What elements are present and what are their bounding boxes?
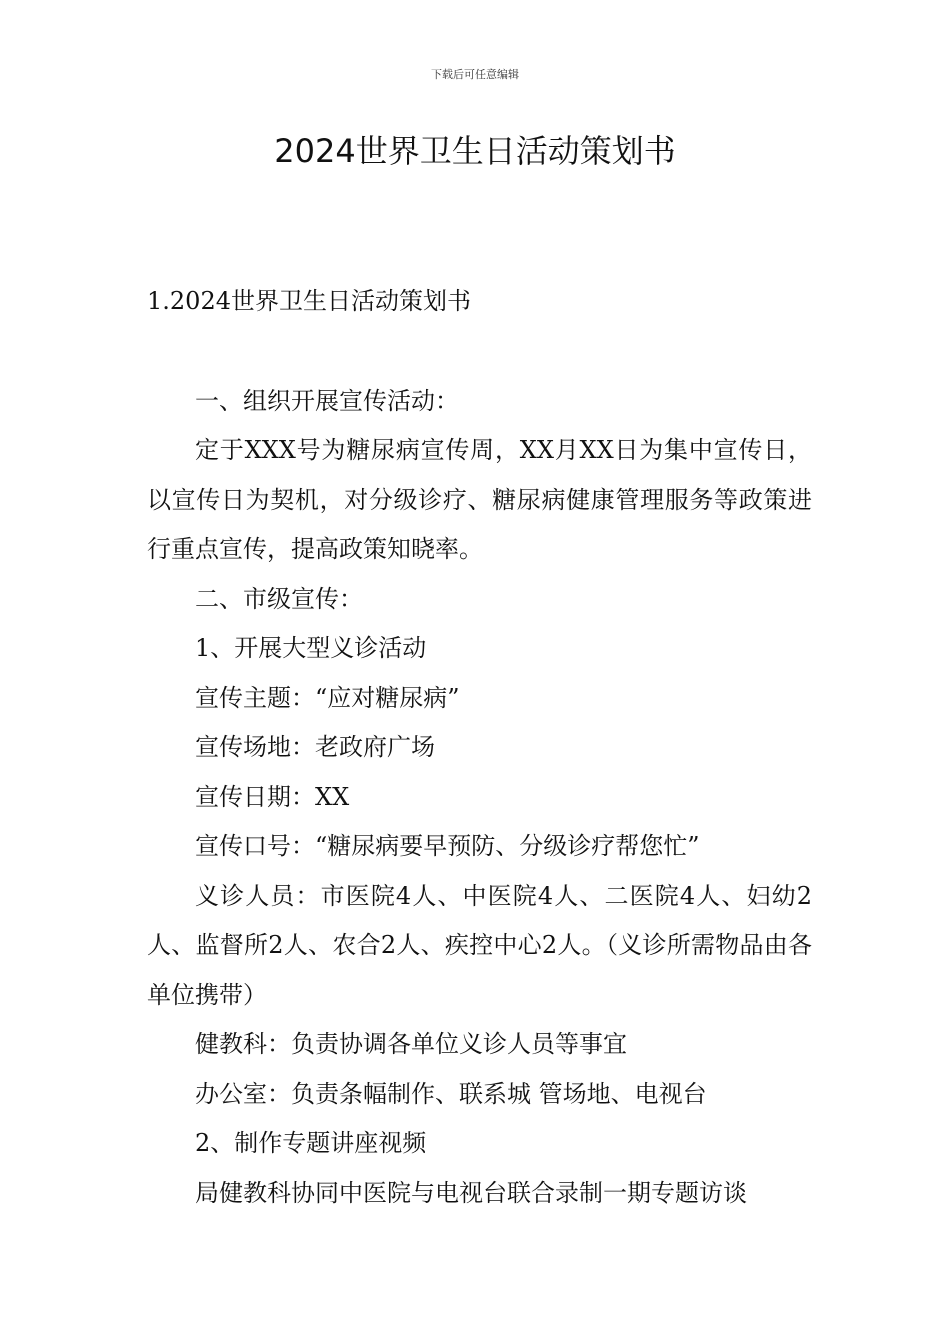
paragraph-clinic-staff: 义诊人员：市医院4人、中医院4人、二医院4人、妇幼2人、监督所2人、农合2人、疾控中心2人。（义诊所需物品由各单位携带）: [147, 881, 812, 1009]
document-title: 2024世界卫生日活动策划书: [274, 132, 676, 170]
item-free-clinic: 1、开展大型义诊活动: [195, 634, 427, 662]
document-body: [147, 277, 812, 1218]
header-note: 下载后可任意编辑: [431, 68, 519, 81]
paragraph-interview: 局健教科协同中医院与电视台联合录制一期专题访谈: [195, 1178, 747, 1207]
paragraph-publicity-week: 定于XXX号为糖尿病宣传周，XX月XX日为集中宣传日，以宣传日为契机，对分级诊疗、糖尿病健康管理服务等政策进行重点宣传，提高政策知晓率。: [147, 436, 812, 563]
item-office: 办公室：负责条幅制作、联系城 管场地、电视台: [195, 1079, 707, 1108]
item-theme: 宣传主题：“应对糖尿病”: [195, 683, 460, 712]
item-slogan: 宣传口号：“糖尿病要早预防、分级诊疗帮您忙”: [195, 832, 700, 860]
item-health-education-dept: 健教科：负责协调各单位义诊人员等事宜: [195, 1030, 627, 1058]
item-venue: 宣传场地：老政府广场: [195, 733, 435, 761]
item-date: 宣传日期：XX: [195, 782, 350, 811]
heading-city-publicity: 二、市级宣传：: [195, 584, 363, 613]
item-lecture-video: 2、制作专题讲座视频: [195, 1129, 427, 1157]
section-heading: 1.2024世界卫生日活动策划书: [147, 287, 471, 315]
spacer: [147, 327, 812, 377]
heading-organize-publicity: 一、组织开展宣传活动：: [195, 386, 459, 415]
